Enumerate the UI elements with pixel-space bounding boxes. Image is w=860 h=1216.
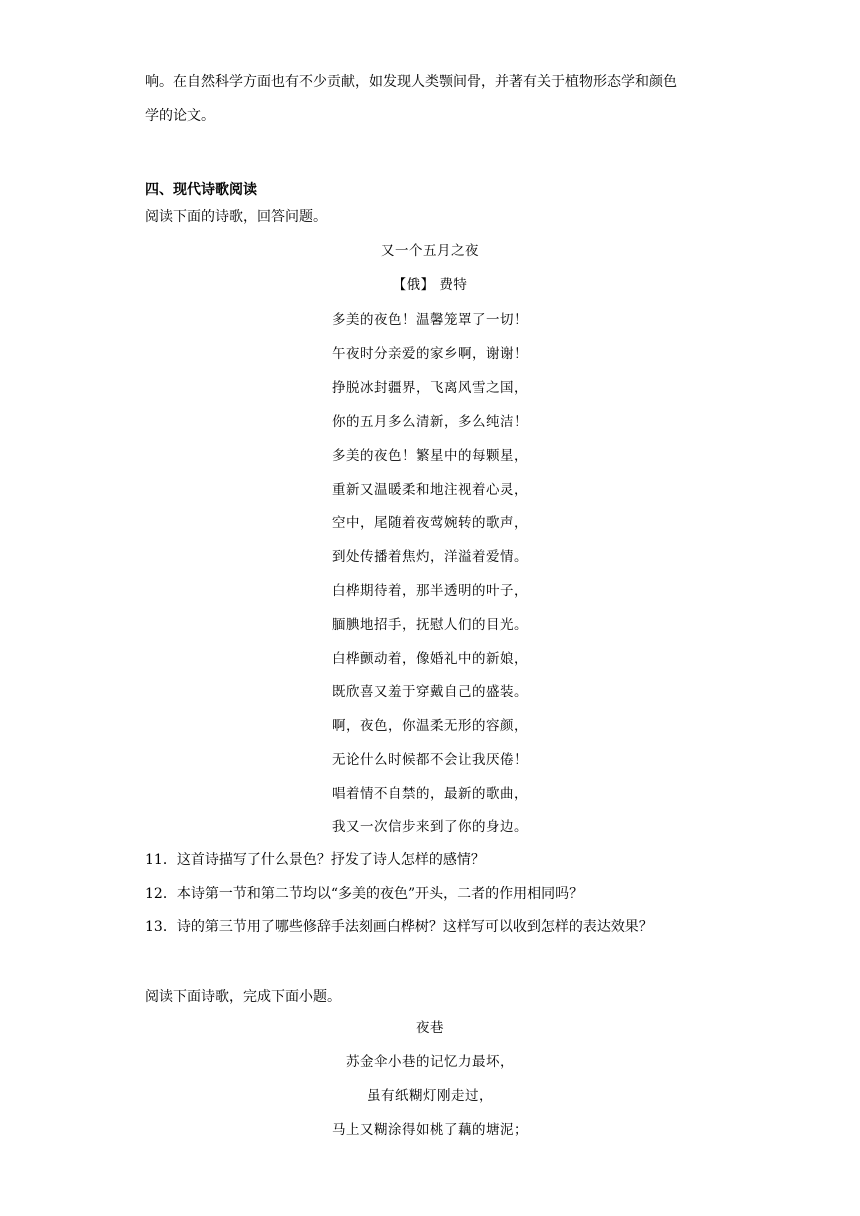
poem1-title: 又一个五月之夜 <box>381 243 479 259</box>
poem1-line: 白桦期待着，那半透明的叶子， <box>332 583 528 599</box>
section-instruction: 阅读下面的诗歌，回答问题。 <box>145 209 327 225</box>
question-13: 13．诗的第三节用了哪些修辞手法刻画白桦树？这样写可以收到怎样的表达效果？ <box>145 919 653 935</box>
poem1-line: 啊，夜色，你温柔无形的容颜， <box>332 718 528 734</box>
poem1-line: 你的五月多么清新，多么纯洁！ <box>332 414 528 430</box>
poem1-line: 空中，尾随着夜莺婉转的歌声， <box>332 515 528 531</box>
poem2-title: 夜巷 <box>416 1020 444 1036</box>
question-11: 11．这首诗描写了什么景色？抒发了诗人怎样的感情？ <box>145 852 485 868</box>
poem1-line: 腼腆地招手，抚慰人们的目光。 <box>332 617 528 633</box>
intro-line-1: 响。在自然科学方面也有不少贡献，如发现人类颚间骨，并著有关于植物形态学和颜色 <box>145 74 677 90</box>
poem2-line: 苏金伞小巷的记忆力最坏， <box>346 1054 514 1070</box>
poem1-line: 唱着情不自禁的，最新的歌曲， <box>332 786 528 802</box>
poem1-line: 重新又温暖柔和地注视着心灵， <box>332 482 528 498</box>
poem1-author: 【俄】 费特 <box>392 277 468 293</box>
poem1-line: 挣脱冰封疆界，飞离风雪之国， <box>332 380 528 396</box>
intro-line-2: 学的论文。 <box>145 108 215 124</box>
poem1-line: 我又一次信步来到了你的身边。 <box>332 819 528 835</box>
poem2-instruction: 阅读下面诗歌，完成下面小题。 <box>145 989 341 1005</box>
section-heading: 四、现代诗歌阅读 <box>145 182 257 198</box>
poem2-line: 马上又糊涂得如桃了藕的塘泥； <box>332 1122 528 1138</box>
poem2-line: 虽有纸糊灯刚走过， <box>367 1088 493 1104</box>
poem1-line: 多美的夜色！繁星中的每颗星， <box>332 448 528 464</box>
question-12: 12．本诗第一节和第二节均以“多美的夜色”开头，二者的作用相同吗？ <box>145 886 584 902</box>
poem1-line: 无论什么时候都不会让我厌倦！ <box>332 752 528 768</box>
poem1-line: 午夜时分亲爱的家乡啊，谢谢！ <box>332 346 528 362</box>
poem1-line: 白桦颤动着，像婚礼中的新娘， <box>332 651 528 667</box>
poem1-line: 多美的夜色！温馨笼罩了一切！ <box>332 312 528 328</box>
poem1-line: 到处传播着焦灼，洋溢着爱情。 <box>332 549 528 565</box>
poem1-line: 既欣喜又羞于穿戴自己的盛装。 <box>332 684 528 700</box>
